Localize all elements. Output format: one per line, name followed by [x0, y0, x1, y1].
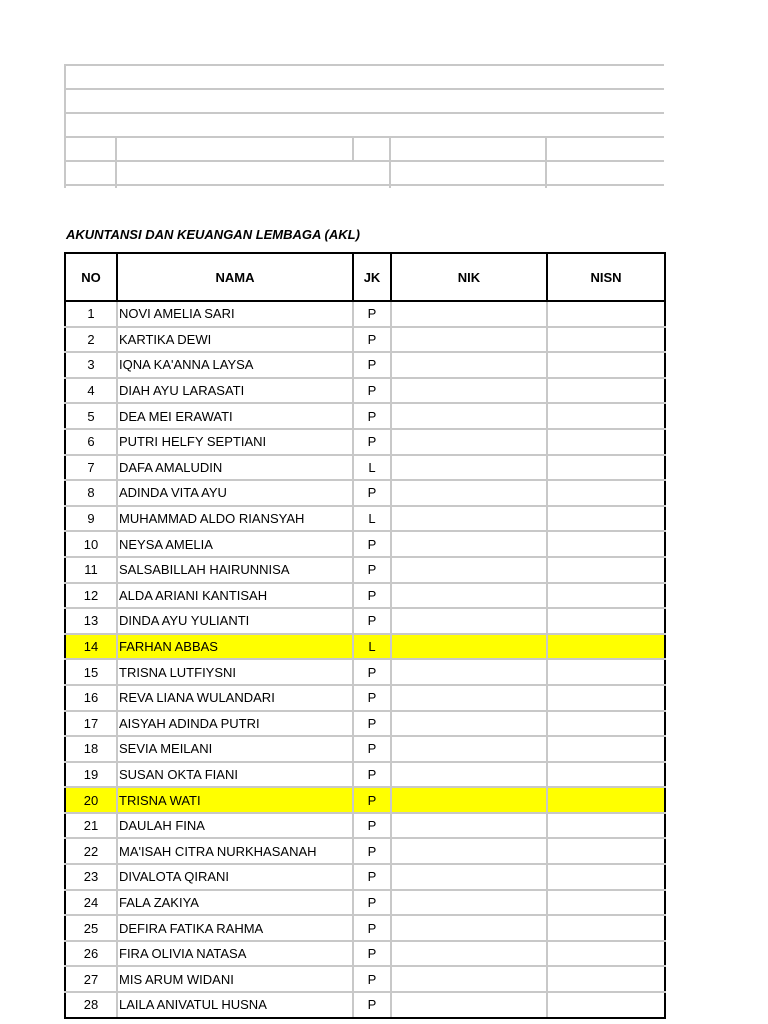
- cell-nik[interactable]: [391, 762, 547, 788]
- cell-nisn[interactable]: [547, 966, 665, 992]
- cell-nama[interactable]: FIRA OLIVIA NATASA: [117, 941, 353, 967]
- cell-nik[interactable]: [391, 583, 547, 609]
- table-row: [65, 480, 665, 506]
- cell-no[interactable]: 2: [65, 327, 117, 353]
- cell-nama[interactable]: TRISNA LUTFIYSNI: [117, 659, 353, 685]
- table-row: [65, 762, 665, 788]
- cell-no[interactable]: 23: [65, 864, 117, 890]
- cell-jk[interactable]: P: [353, 992, 391, 1018]
- cell-nama[interactable]: NEYSA AMELIA: [117, 531, 353, 557]
- cell-nama[interactable]: DIAH AYU LARASATI: [117, 378, 353, 404]
- cell-nisn[interactable]: [547, 480, 665, 506]
- grid-line: [64, 112, 664, 114]
- cell-nisn[interactable]: [547, 813, 665, 839]
- cell-no[interactable]: 17: [65, 711, 117, 737]
- cell-nisn[interactable]: [547, 736, 665, 762]
- header-no: NO: [65, 253, 117, 301]
- cell-nama[interactable]: FALA ZAKIYA: [117, 890, 353, 916]
- table-row: [65, 787, 665, 813]
- cell-nisn[interactable]: [547, 352, 665, 378]
- cell-jk[interactable]: P: [353, 736, 391, 762]
- table-row: [65, 506, 665, 532]
- cell-nisn[interactable]: [547, 378, 665, 404]
- cell-nik[interactable]: [391, 352, 547, 378]
- table-header-row: [65, 253, 665, 301]
- cell-nama[interactable]: ADINDA VITA AYU: [117, 480, 353, 506]
- cell-nisn[interactable]: [547, 941, 665, 967]
- header-nisn: NISN: [547, 253, 665, 301]
- cell-jk[interactable]: P: [353, 480, 391, 506]
- cell-jk[interactable]: P: [353, 890, 391, 916]
- cell-jk[interactable]: P: [353, 813, 391, 839]
- cell-nik[interactable]: [391, 301, 547, 327]
- cell-jk[interactable]: P: [353, 966, 391, 992]
- cell-nisn[interactable]: [547, 429, 665, 455]
- cell-no[interactable]: 21: [65, 813, 117, 839]
- cell-nama[interactable]: MA'ISAH CITRA NURKHASANAH: [117, 838, 353, 864]
- grid-line: [64, 184, 664, 186]
- cell-jk[interactable]: P: [353, 352, 391, 378]
- table-row: [65, 659, 665, 685]
- cell-nisn[interactable]: [547, 455, 665, 481]
- cell-nik[interactable]: [391, 787, 547, 813]
- cell-jk[interactable]: P: [353, 301, 391, 327]
- cell-nik[interactable]: [391, 506, 547, 532]
- cell-no[interactable]: 22: [65, 838, 117, 864]
- cell-nik[interactable]: [391, 838, 547, 864]
- cell-jk[interactable]: P: [353, 685, 391, 711]
- cell-nisn[interactable]: [547, 838, 665, 864]
- cell-no[interactable]: 25: [65, 915, 117, 941]
- table-row: [65, 583, 665, 609]
- grid-line: [389, 136, 391, 188]
- cell-jk[interactable]: P: [353, 915, 391, 941]
- cell-no[interactable]: 16: [65, 685, 117, 711]
- cell-nisn[interactable]: [547, 864, 665, 890]
- cell-no[interactable]: 13: [65, 608, 117, 634]
- cell-nama[interactable]: NOVI AMELIA SARI: [117, 301, 353, 327]
- cell-jk[interactable]: P: [353, 378, 391, 404]
- cell-no[interactable]: 8: [65, 480, 117, 506]
- table-row: [65, 941, 665, 967]
- table-row: [65, 711, 665, 737]
- cell-nama[interactable]: DEFIRA FATIKA RAHMA: [117, 915, 353, 941]
- table-row: [65, 634, 665, 660]
- cell-no[interactable]: 6: [65, 429, 117, 455]
- cell-no[interactable]: 4: [65, 378, 117, 404]
- cell-nama[interactable]: SUSAN OKTA FIANI: [117, 762, 353, 788]
- cell-nisn[interactable]: [547, 531, 665, 557]
- cell-nama[interactable]: SALSABILLAH HAIRUNNISA: [117, 557, 353, 583]
- cell-nisn[interactable]: [547, 659, 665, 685]
- cell-no[interactable]: 7: [65, 455, 117, 481]
- cell-jk[interactable]: P: [353, 531, 391, 557]
- cell-nama[interactable]: MUHAMMAD ALDO RIANSYAH: [117, 506, 353, 532]
- cell-nik[interactable]: [391, 992, 547, 1018]
- header-nama: NAMA: [117, 253, 353, 301]
- cell-nisn[interactable]: [547, 685, 665, 711]
- cell-no[interactable]: 14: [65, 634, 117, 660]
- table-row: [65, 352, 665, 378]
- grid-line: [352, 136, 354, 160]
- cell-nisn[interactable]: [547, 301, 665, 327]
- cell-no[interactable]: 1: [65, 301, 117, 327]
- cell-nama[interactable]: DAULAH FINA: [117, 813, 353, 839]
- table-row: [65, 327, 665, 353]
- cell-no[interactable]: 15: [65, 659, 117, 685]
- table-row: [65, 557, 665, 583]
- cell-nik[interactable]: [391, 941, 547, 967]
- cell-nik[interactable]: [391, 813, 547, 839]
- table-row: [65, 915, 665, 941]
- table-row: [65, 966, 665, 992]
- table-row: [65, 685, 665, 711]
- cell-jk[interactable]: P: [353, 711, 391, 737]
- cell-nisn[interactable]: [547, 787, 665, 813]
- cell-nik[interactable]: [391, 711, 547, 737]
- cell-nisn[interactable]: [547, 506, 665, 532]
- table-row: [65, 890, 665, 916]
- cell-nama[interactable]: DAFA AMALUDIN: [117, 455, 353, 481]
- cell-nik[interactable]: [391, 966, 547, 992]
- cell-jk[interactable]: L: [353, 455, 391, 481]
- cell-jk[interactable]: P: [353, 327, 391, 353]
- cell-nisn[interactable]: [547, 634, 665, 660]
- table-row: [65, 864, 665, 890]
- table-row: [65, 992, 665, 1018]
- cell-nisn[interactable]: [547, 915, 665, 941]
- cell-nama[interactable]: LAILA ANIVATUL HUSNA: [117, 992, 353, 1018]
- cell-nik[interactable]: [391, 608, 547, 634]
- grid-line: [545, 136, 547, 188]
- cell-nisn[interactable]: [547, 992, 665, 1018]
- cell-jk[interactable]: P: [353, 838, 391, 864]
- cell-no[interactable]: 11: [65, 557, 117, 583]
- cell-jk[interactable]: P: [353, 864, 391, 890]
- grid-line: [64, 64, 664, 66]
- table-row: [65, 838, 665, 864]
- cell-no[interactable]: 3: [65, 352, 117, 378]
- cell-nik[interactable]: [391, 557, 547, 583]
- cell-jk[interactable]: P: [353, 557, 391, 583]
- grid-line: [64, 160, 664, 162]
- cell-no[interactable]: 28: [65, 992, 117, 1018]
- cell-nik[interactable]: [391, 634, 547, 660]
- cell-nisn[interactable]: [547, 327, 665, 353]
- cell-nik[interactable]: [391, 864, 547, 890]
- cell-nisn[interactable]: [547, 583, 665, 609]
- cell-jk[interactable]: P: [353, 941, 391, 967]
- cell-nisn[interactable]: [547, 403, 665, 429]
- table-row: [65, 608, 665, 634]
- grid-line: [64, 64, 66, 188]
- cell-nama[interactable]: FARHAN ABBAS: [117, 634, 353, 660]
- cell-nik[interactable]: [391, 531, 547, 557]
- cell-jk[interactable]: P: [353, 659, 391, 685]
- cell-jk[interactable]: L: [353, 634, 391, 660]
- cell-nik[interactable]: [391, 455, 547, 481]
- cell-jk[interactable]: P: [353, 762, 391, 788]
- cell-nisn[interactable]: [547, 762, 665, 788]
- header-jk: JK: [353, 253, 391, 301]
- table-row: [65, 455, 665, 481]
- header-nik: NIK: [391, 253, 547, 301]
- cell-nama[interactable]: DINDA AYU YULIANTI: [117, 608, 353, 634]
- cell-nik[interactable]: [391, 685, 547, 711]
- student-table: [64, 252, 666, 1019]
- cell-jk[interactable]: P: [353, 787, 391, 813]
- cell-nik[interactable]: [391, 378, 547, 404]
- cell-nik[interactable]: [391, 403, 547, 429]
- grid-line: [115, 136, 117, 188]
- table-row: [65, 813, 665, 839]
- sheet-title: AKUNTANSI DAN KEUANGAN LEMBAGA (AKL): [66, 227, 360, 242]
- cell-no[interactable]: 19: [65, 762, 117, 788]
- table-row: [65, 429, 665, 455]
- cell-nama[interactable]: KARTIKA DEWI: [117, 327, 353, 353]
- table-row: [65, 301, 665, 327]
- cell-nik[interactable]: [391, 890, 547, 916]
- cell-nisn[interactable]: [547, 711, 665, 737]
- cell-nama[interactable]: IQNA KA'ANNA LAYSA: [117, 352, 353, 378]
- cell-jk[interactable]: P: [353, 429, 391, 455]
- cell-nama[interactable]: TRISNA WATI: [117, 787, 353, 813]
- cell-no[interactable]: 9: [65, 506, 117, 532]
- cell-nama[interactable]: AISYAH ADINDA PUTRI: [117, 711, 353, 737]
- cell-no[interactable]: 27: [65, 966, 117, 992]
- table-row: [65, 736, 665, 762]
- cell-nama[interactable]: MIS ARUM WIDANI: [117, 966, 353, 992]
- cell-nik[interactable]: [391, 327, 547, 353]
- cell-nama[interactable]: DEA MEI ERAWATI: [117, 403, 353, 429]
- cell-nama[interactable]: ALDA ARIANI KANTISAH: [117, 583, 353, 609]
- cell-no[interactable]: 10: [65, 531, 117, 557]
- cell-no[interactable]: 20: [65, 787, 117, 813]
- cell-nisn[interactable]: [547, 557, 665, 583]
- cell-nik[interactable]: [391, 429, 547, 455]
- cell-nik[interactable]: [391, 736, 547, 762]
- cell-nama[interactable]: DIVALOTA QIRANI: [117, 864, 353, 890]
- grid-line: [64, 88, 664, 90]
- cell-nisn[interactable]: [547, 608, 665, 634]
- cell-no[interactable]: 18: [65, 736, 117, 762]
- cell-nama[interactable]: REVA LIANA WULANDARI: [117, 685, 353, 711]
- table-row: [65, 531, 665, 557]
- cell-jk[interactable]: L: [353, 506, 391, 532]
- cell-jk[interactable]: P: [353, 583, 391, 609]
- cell-nama[interactable]: PUTRI HELFY SEPTIANI: [117, 429, 353, 455]
- cell-nama[interactable]: SEVIA MEILANI: [117, 736, 353, 762]
- table-body: [65, 301, 665, 1018]
- cell-no[interactable]: 26: [65, 941, 117, 967]
- cell-no[interactable]: 12: [65, 583, 117, 609]
- cell-nik[interactable]: [391, 659, 547, 685]
- cell-jk[interactable]: P: [353, 608, 391, 634]
- cell-jk[interactable]: P: [353, 403, 391, 429]
- cell-nik[interactable]: [391, 915, 547, 941]
- cell-nisn[interactable]: [547, 890, 665, 916]
- cell-no[interactable]: 24: [65, 890, 117, 916]
- table-row: [65, 403, 665, 429]
- table-row: [65, 378, 665, 404]
- grid-line: [64, 136, 664, 138]
- cell-no[interactable]: 5: [65, 403, 117, 429]
- cell-nik[interactable]: [391, 480, 547, 506]
